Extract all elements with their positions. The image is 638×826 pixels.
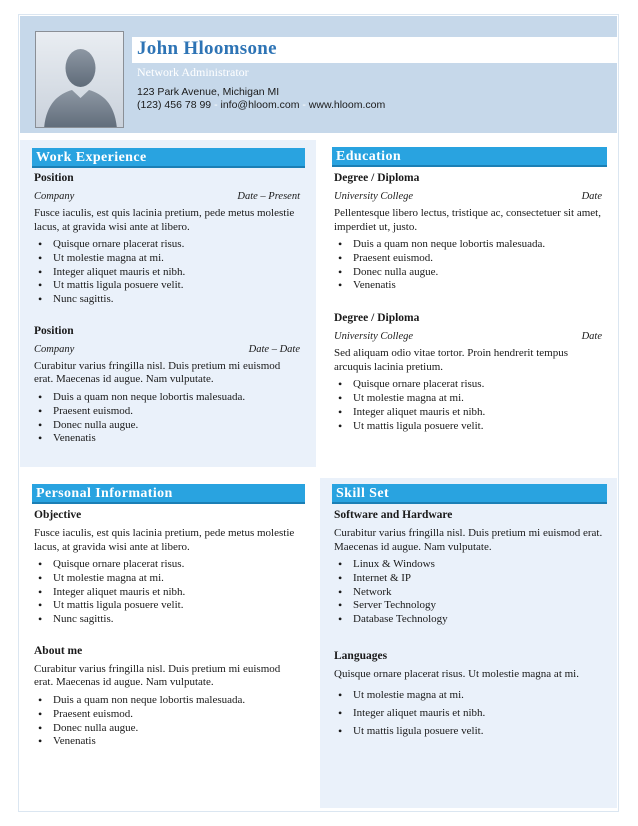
list-item: • Duis a quam non neque lobortis malesuada.: [334, 238, 602, 252]
address: 123 Park Avenue, Michigan MI: [137, 86, 280, 98]
list-item: • Ut molestie magna at mi.: [34, 252, 300, 266]
languages-title: Languages: [334, 649, 388, 662]
job-company: Company: [34, 191, 75, 202]
spacer: [334, 293, 602, 311]
languages-text: Quisque ornare placerat risus. Ut molestie magna at mi.: [334, 667, 579, 680]
spacer: [34, 307, 300, 324]
list-item: • Ut molestie magna at mi.: [34, 572, 300, 586]
profile-photo: [35, 31, 124, 128]
education-heading: Education: [332, 147, 607, 167]
list-item: • Integer aliquet mauris et nibh.: [334, 406, 602, 420]
list-item: • Ut mattis ligula posuere velit.: [334, 725, 606, 739]
job-position: Position: [34, 172, 74, 184]
list-item: • Praesent euismod.: [334, 252, 602, 266]
job-title: Network Administrator: [137, 65, 249, 79]
list-item: • Quisque ornare placerat risus.: [34, 558, 300, 572]
personal-heading: Personal Information: [32, 484, 305, 504]
education-content: [334, 171, 602, 433]
list-item: • Internet & IP: [334, 572, 606, 586]
education-description: Pellentesque libero lectus, tristique ac, consectetuer sit amet, imperdiet ut, justo.: [334, 207, 601, 233]
languages-bullets: [334, 689, 606, 738]
degree-title: Degree / Diploma: [334, 172, 420, 184]
objective-title: Objective: [34, 509, 82, 521]
objective-bullets: [34, 558, 300, 627]
education-bullets: [334, 238, 602, 293]
list-item: • Venenatis: [34, 735, 300, 749]
list-item: • Quisque ornare placerat risus.: [334, 378, 602, 392]
job-date: Date – Present: [237, 191, 300, 202]
personal-content: [34, 508, 300, 749]
person-silhouette-icon: [36, 32, 124, 128]
work-heading: Work Experience: [32, 148, 305, 168]
list-item: • Nunc sagittis.: [34, 293, 300, 307]
job-bullets: [34, 238, 300, 307]
skills-heading: Skill Set: [332, 484, 607, 504]
list-item: • Duis a quam non neque lobortis malesuada.: [34, 391, 300, 405]
college-date: Date: [581, 191, 602, 202]
list-item: • Donec nulla augue.: [334, 266, 602, 280]
spacer: [34, 627, 300, 644]
education-description: Sed aliquam odio vitae tortor. Proin hendrerit tempus arcuquis lacinia pretium.: [334, 347, 569, 373]
list-item: • Linux & Windows: [334, 558, 606, 572]
college-name: University College: [334, 331, 414, 343]
degree-title: Degree / Diploma: [334, 312, 420, 325]
job-company-line: [34, 343, 300, 356]
list-item: • Network: [334, 586, 606, 600]
job-position: Position: [34, 324, 74, 337]
college-line: [334, 330, 602, 343]
list-item: • Ut mattis ligula posuere velit.: [34, 279, 300, 293]
job-company: Company: [34, 343, 75, 355]
work-content: [34, 171, 300, 446]
job-company-line: [34, 190, 300, 203]
job-date: Date – Date: [248, 343, 300, 355]
list-item: • Integer aliquet mauris et nibh.: [334, 707, 606, 721]
email-link[interactable]: info@hloom.com: [220, 99, 300, 111]
website-link[interactable]: www.hloom.com: [308, 99, 386, 111]
candidate-name: John Hloomsone: [137, 38, 277, 59]
contact-separator: -: [211, 99, 221, 111]
list-item: • Praesent euismod.: [34, 708, 300, 722]
list-item: • Praesent euismod.: [34, 405, 300, 419]
list-item: • Ut molestie magna at mi.: [334, 689, 606, 703]
list-item: • Ut molestie magna at mi.: [334, 392, 602, 406]
software-text: Curabitur varius fringilla nisl. Duis pretium mi euismod erat. Maecenas id augue. Nam vulputate.: [334, 527, 603, 553]
software-title: Software and Hardware: [334, 509, 453, 521]
list-item: • Ut mattis ligula posuere velit.: [34, 599, 300, 613]
job-description: Curabitur varius fringilla nisl. Duis pretium mi euismod erat. Maecenas id augue. Nam vulputate.: [34, 359, 281, 386]
list-item: • Nunc sagittis.: [34, 613, 300, 627]
list-item: • Venenatis: [34, 432, 300, 446]
education-bullets: [334, 378, 602, 433]
list-item: • Donec nulla augue.: [34, 722, 300, 736]
list-item: • Integer aliquet mauris et nibh.: [34, 266, 300, 280]
college-line: [334, 190, 602, 203]
list-item: • Duis a quam non neque lobortis malesuada.: [34, 694, 300, 708]
list-item: • Donec nulla augue.: [34, 419, 300, 433]
college-date: Date: [581, 331, 602, 343]
skills-content: [334, 508, 606, 739]
job-description: Fusce iaculis, est quis lacinia pretium, pede metus molestie lacus, at gravida wisi ante at libero.: [34, 207, 295, 233]
software-bullets: [334, 558, 606, 627]
list-item: • Integer aliquet mauris et nibh.: [34, 586, 300, 600]
phone: (123) 456 78 99: [137, 99, 212, 111]
job-bullets: [34, 391, 300, 446]
list-item: • Ut mattis ligula posuere velit.: [334, 420, 602, 434]
about-bullets: [34, 694, 300, 749]
contact-separator: -: [299, 99, 309, 111]
college-name: University College: [334, 191, 414, 202]
list-item: • Quisque ornare placerat risus.: [34, 238, 300, 252]
about-text: Curabitur varius fringilla nisl. Duis pretium mi euismod erat. Maecenas id augue. Nam vulputate.: [34, 662, 281, 689]
contact-line: [137, 99, 385, 112]
list-item: • Database Technology: [334, 613, 606, 627]
spacer: [334, 627, 606, 649]
about-title: About me: [34, 644, 83, 657]
list-item: • Server Technology: [334, 599, 606, 613]
list-item: • Venenatis: [334, 279, 602, 293]
objective-text: Fusce iaculis, est quis lacinia pretium, pede metus molestie lacus, at gravida wisi ante at libero.: [34, 527, 295, 553]
